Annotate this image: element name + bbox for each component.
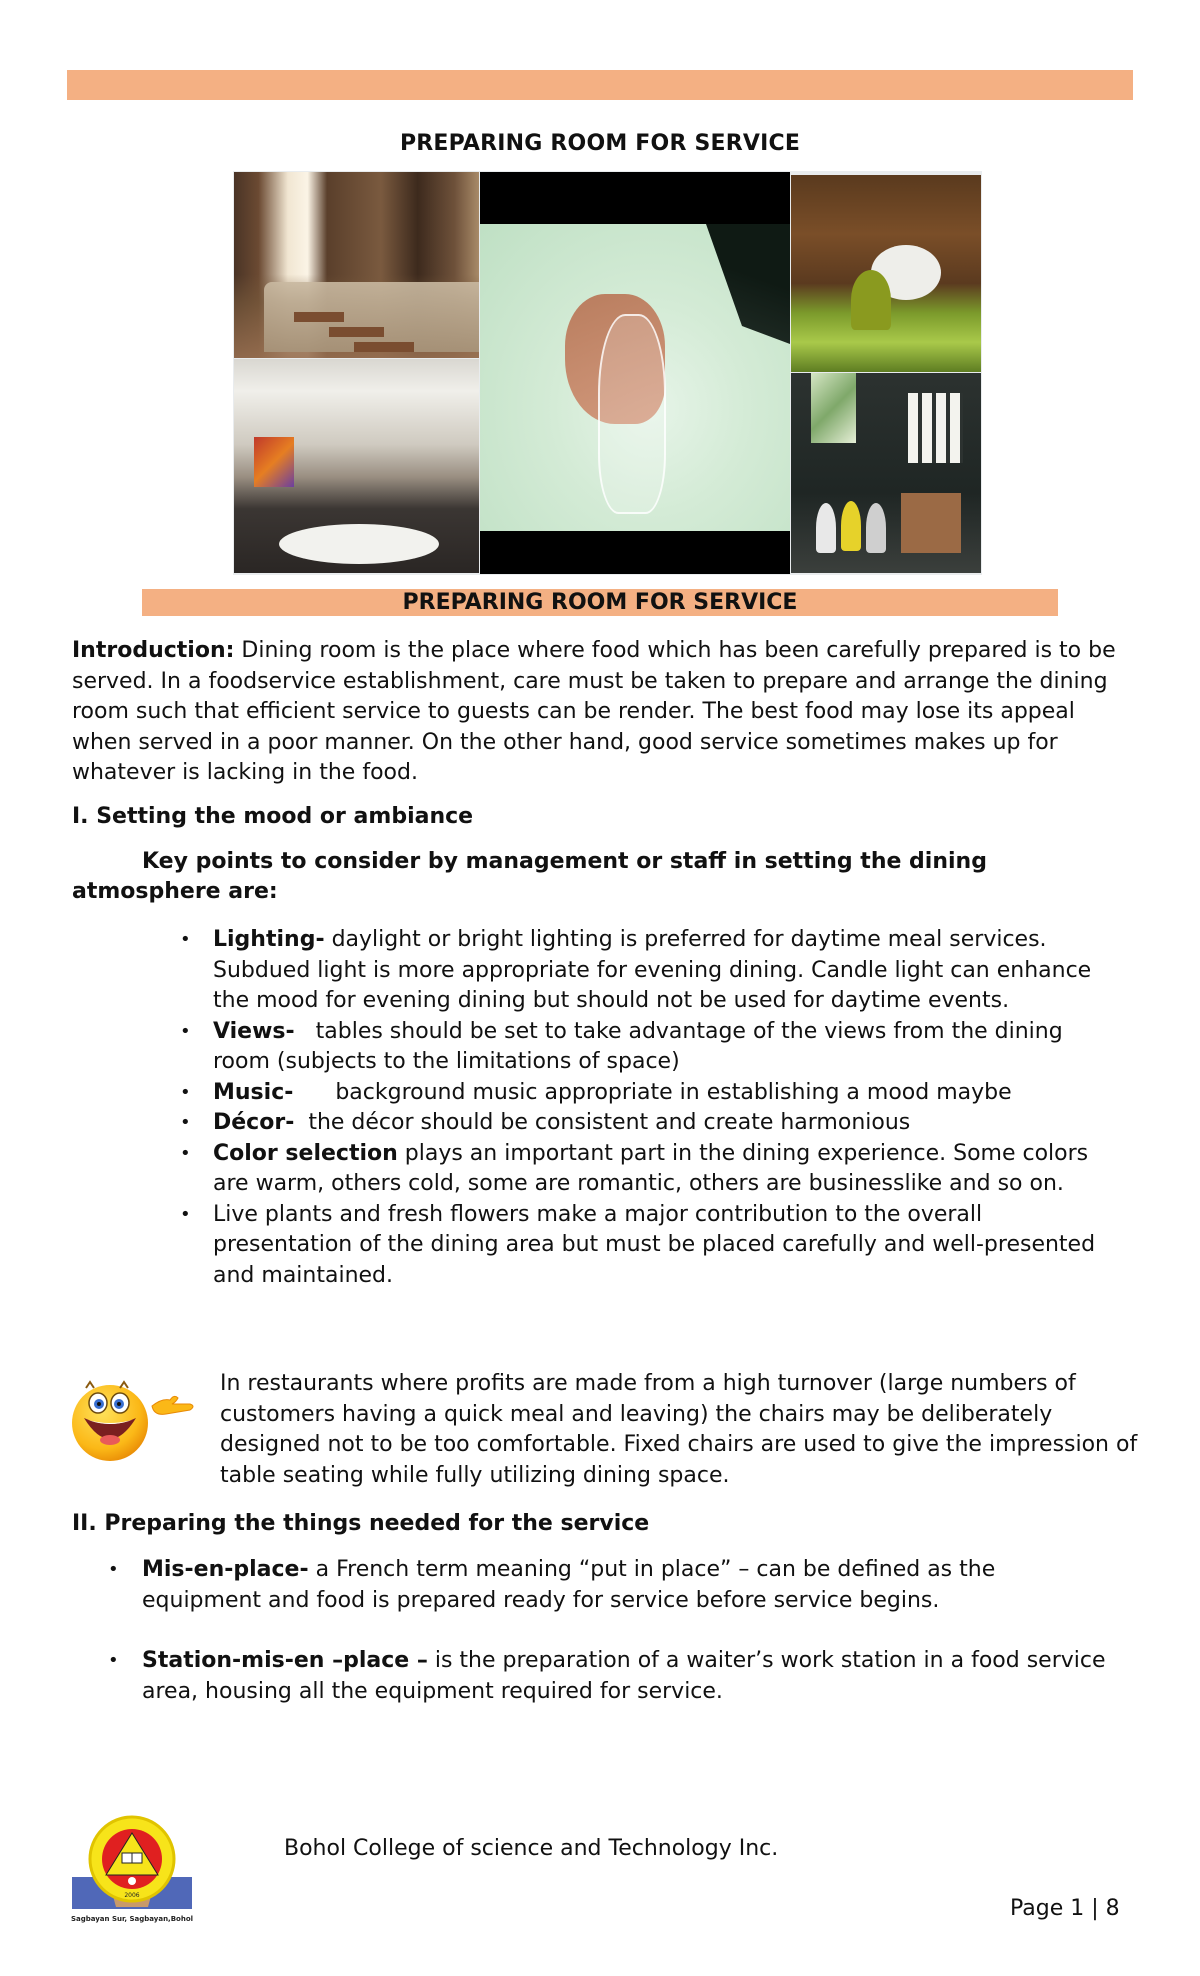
smiley-pointing-icon: [70, 1380, 200, 1462]
chair-shape: [841, 501, 861, 551]
list-item-text: is the preparation of a waiter’s work station in a food service area, housing all the equipment required for service.: [142, 1648, 1106, 1704]
section-2-heading: II. Preparing the things needed for the service: [72, 1511, 650, 1536]
bullet-icon: •: [180, 1203, 191, 1225]
list-item-term: Mis-en-place-: [142, 1557, 309, 1582]
list-item-text: daylight or bright lighting is preferred for daytime meal services. Subdued light is more appropriate for evening dining. Candle light can enhance the mood for evening dining but should not be used for daytime events.: [213, 927, 1092, 1013]
preparation-list: [108, 1555, 1118, 1737]
list-item-text: tables should be set to take advantage of the views from the dining room (subjects to the limitations of space): [213, 1018, 1070, 1074]
footer-college-name: Bohol College of science and Technology Inc.: [284, 1836, 779, 1861]
footer-page-number: Page 1 | 8: [1010, 1896, 1120, 1921]
list-item-plants: [180, 1200, 1120, 1292]
restaurant-booth-photo: [234, 172, 479, 358]
sleeve-shape: [670, 224, 790, 344]
list-item-station-mis-en-place: [108, 1646, 1118, 1707]
list-item-mis-en-place: [108, 1555, 1118, 1616]
list-item-term: Color selection: [213, 1140, 398, 1166]
list-item-term: Music-: [213, 1079, 294, 1105]
bullet-icon: •: [180, 1020, 191, 1042]
list-item-term: Lighting-: [213, 927, 325, 952]
list-item-text: Live plants and fresh flowers make a major contribution to the overall presentation of the dining area but must be placed carefully and well-presented and maintained.: [213, 1201, 1096, 1288]
photo-collage: [233, 171, 982, 575]
introduction-paragraph: [72, 636, 1132, 789]
bullet-icon: •: [180, 1081, 191, 1103]
bullet-icon: •: [180, 1112, 191, 1133]
waiter-glass-photo: [480, 172, 790, 574]
frames-shape: [908, 393, 963, 463]
list-item-term: Station-mis-en –place –: [142, 1648, 428, 1673]
glass-shape: [598, 314, 666, 514]
list-item-color-selection: [180, 1139, 1120, 1200]
page-title: PREPARING ROOM FOR SERVICE: [399, 131, 801, 156]
list-item-term: Views-: [213, 1018, 295, 1044]
list-item-decor: [180, 1108, 1120, 1139]
window-shape: [811, 373, 856, 443]
key-points-heading: Key points to consider by management or staff in setting the dining atmosphere are:: [72, 849, 987, 904]
section-1-heading: I. Setting the mood or ambiance: [72, 804, 474, 829]
bullet-icon: •: [180, 929, 191, 950]
chair-shape: [816, 503, 836, 553]
sideboard-shape: [901, 493, 961, 553]
list-item-text: plays an important part in the dining experience. Some colors are warm, others cold, some are romantic, others are businesslike and so on.: [213, 1140, 1089, 1196]
chair-shape: [851, 270, 891, 330]
logo-year: 2006: [124, 1892, 140, 1899]
table-shape: [294, 312, 344, 322]
list-item-text: a French term meaning “put in place” – can be defined as the equipment and food is prepared ready for service before service begins.: [142, 1557, 996, 1613]
table-shape: [329, 327, 384, 337]
chair-shape: [866, 503, 886, 553]
list-item-music: [180, 1078, 1120, 1109]
banquet-hall-photo: [234, 359, 479, 573]
list-item-text: the décor should be consistent and create harmonious: [294, 1110, 911, 1135]
college-logo: [70, 1815, 194, 1925]
modern-dining-room-photo: [791, 373, 981, 573]
introduction-label: Introduction:: [72, 638, 235, 663]
round-table-shape: [279, 524, 439, 564]
table-scene: [480, 224, 790, 531]
wall-art-shape: [254, 437, 294, 487]
list-item-term: Décor-: [213, 1110, 295, 1135]
section-banner: PREPARING ROOM FOR SERVICE: [142, 589, 1058, 616]
bullet-icon: •: [180, 1142, 191, 1164]
bullet-icon: •: [108, 1559, 119, 1580]
list-item-views: [180, 1017, 1120, 1078]
introduction-text: Dining room is the place where food which has been carefully prepared is to be served. In a foodservice establishment, care must be taken to prepare and arrange the dining room such that efficient service to guests can be render. The best food may lose its appeal when served in a poor manner. On the other hand, good service sometimes makes up for whatever is lacking in the food.: [72, 638, 1116, 785]
ambiance-list: [180, 925, 1120, 1291]
table-shape: [354, 342, 414, 352]
tip-paragraph: In restaurants where profits are made from a high turnover (large numbers of customers having a quick meal and leaving) the chairs may be deliberately designed not to be too comfortable. Fixed chairs are used to give the impression of table seating while fully utilizing dining space.: [220, 1371, 1138, 1488]
bullet-icon: •: [108, 1650, 119, 1671]
gallery-dining-room-photo: [791, 175, 981, 372]
top-accent-bar: [67, 70, 1133, 100]
list-item-lighting: [180, 925, 1120, 1017]
logo-address: Sagbayan Sur, Sagbayan,Bohol: [70, 1915, 194, 1923]
list-item-text: background music appropriate in establishing a mood maybe: [293, 1079, 1012, 1105]
